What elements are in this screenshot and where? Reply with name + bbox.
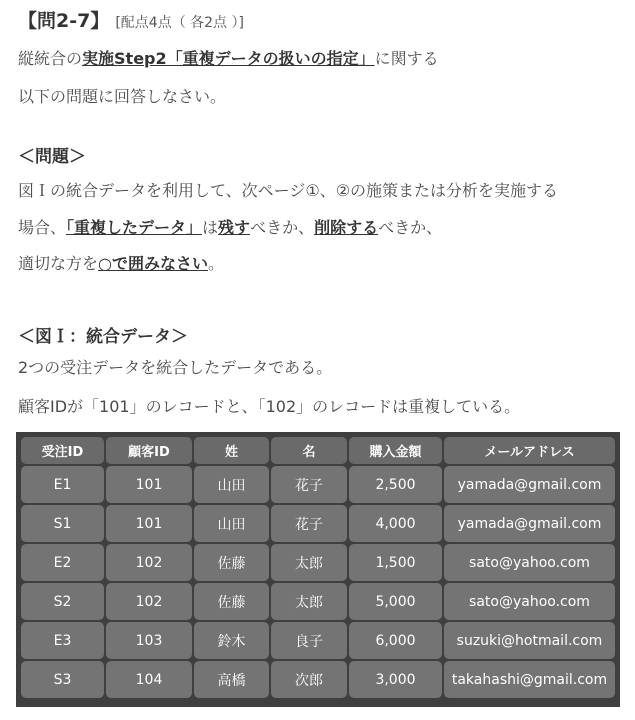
problem-text: 。 bbox=[207, 254, 224, 273]
points-note: [配点4点（ 各2点 ）] bbox=[115, 15, 244, 31]
column-header-last-name: 姓 bbox=[194, 437, 269, 464]
cell-amount: 5,000 bbox=[349, 583, 442, 620]
table-row bbox=[20, 543, 616, 582]
problem-text: は bbox=[202, 218, 219, 237]
cell-first-name: 花子 bbox=[271, 505, 347, 542]
cell-last-name: 佐藤 bbox=[194, 544, 269, 581]
column-header-email: メールアドレス bbox=[444, 437, 615, 464]
column-header-amount: 購入金額 bbox=[349, 437, 442, 464]
cell-amount: 6,000 bbox=[349, 622, 442, 659]
figure-heading: ＜図Ｉ：統合データ＞ bbox=[18, 327, 188, 347]
cell-amount: 4,000 bbox=[349, 505, 442, 542]
intro-text: 縦統合の bbox=[18, 49, 83, 68]
cell-email: sato@yahoo.com bbox=[444, 544, 615, 581]
figure-desc-1: 2つの受注データを統合したデータである。 bbox=[18, 358, 333, 377]
table-header-row bbox=[20, 436, 616, 465]
problem-text: べきか、 bbox=[250, 218, 315, 237]
delete-emphasis: 削除する bbox=[314, 218, 379, 237]
cell-amount: 3,000 bbox=[349, 661, 442, 698]
cell-customer-id: 103 bbox=[106, 622, 192, 659]
problem-line-1: 図Ｉの統合データを利用して、次ページ①、②の施策または分析を実施する bbox=[18, 181, 559, 200]
question-number: 【問2-7】 bbox=[18, 10, 110, 32]
cell-amount: 1,500 bbox=[349, 544, 442, 581]
intro-line-1 bbox=[18, 48, 439, 70]
cell-email: yamada@gmail.com bbox=[444, 505, 615, 542]
cell-first-name: 太郎 bbox=[271, 544, 347, 581]
cell-first-name: 次郎 bbox=[271, 661, 347, 698]
table-row bbox=[20, 504, 616, 543]
cell-amount: 2,500 bbox=[349, 466, 442, 503]
problem-text: 適切な方を bbox=[18, 254, 99, 273]
cell-last-name: 鈴木 bbox=[194, 622, 269, 659]
problem-line-3 bbox=[18, 253, 224, 275]
cell-last-name: 山田 bbox=[194, 505, 269, 542]
cell-order-id: E3 bbox=[21, 622, 104, 659]
circle-instruction-emphasis: ○で囲みなさい bbox=[98, 254, 208, 273]
cell-customer-id: 102 bbox=[106, 544, 192, 581]
table-row bbox=[20, 621, 616, 660]
cell-order-id: E2 bbox=[21, 544, 104, 581]
cell-customer-id: 104 bbox=[106, 661, 192, 698]
duplicate-data-emphasis: 「重複したデータ」 bbox=[66, 218, 203, 237]
cell-first-name: 花子 bbox=[271, 466, 347, 503]
problem-heading: ＜問題＞ bbox=[18, 147, 86, 167]
cell-order-id: S1 bbox=[21, 505, 104, 542]
cell-order-id: E1 bbox=[21, 466, 104, 503]
table-row bbox=[20, 465, 616, 504]
column-header-order-id: 受注ID bbox=[21, 437, 104, 464]
cell-first-name: 太郎 bbox=[271, 583, 347, 620]
cell-customer-id: 101 bbox=[106, 505, 192, 542]
figure-desc-2: 顧客IDが「101」のレコードと、「102」のレコードは重複している。 bbox=[18, 397, 521, 416]
keep-emphasis: 残す bbox=[218, 218, 251, 237]
table-row bbox=[20, 660, 616, 699]
problem-text: べきか、 bbox=[378, 218, 443, 237]
cell-email: yamada@gmail.com bbox=[444, 466, 615, 503]
problem-line-2 bbox=[18, 217, 442, 239]
cell-email: takahashi@gmail.com bbox=[444, 661, 615, 698]
cell-customer-id: 102 bbox=[106, 583, 192, 620]
column-header-customer-id: 顧客ID bbox=[106, 437, 192, 464]
cell-last-name: 山田 bbox=[194, 466, 269, 503]
cell-last-name: 高橋 bbox=[194, 661, 269, 698]
cell-last-name: 佐藤 bbox=[194, 583, 269, 620]
intro-line-2: 以下の問題に回答しなさい。 bbox=[18, 87, 227, 106]
column-header-first-name: 名 bbox=[271, 437, 347, 464]
problem-text: 場合、 bbox=[18, 218, 67, 237]
cell-order-id: S3 bbox=[21, 661, 104, 698]
merged-data-table bbox=[16, 432, 620, 707]
intro-text-end: に関する bbox=[374, 49, 439, 68]
table-row bbox=[20, 582, 616, 621]
cell-order-id: S2 bbox=[21, 583, 104, 620]
cell-email: sato@yahoo.com bbox=[444, 583, 615, 620]
question-title-line bbox=[18, 10, 244, 34]
cell-email: suzuki@hotmail.com bbox=[444, 622, 615, 659]
cell-first-name: 良子 bbox=[271, 622, 347, 659]
cell-customer-id: 101 bbox=[106, 466, 192, 503]
intro-emphasis: 実施Step2「重複データの扱いの指定」 bbox=[82, 49, 375, 68]
